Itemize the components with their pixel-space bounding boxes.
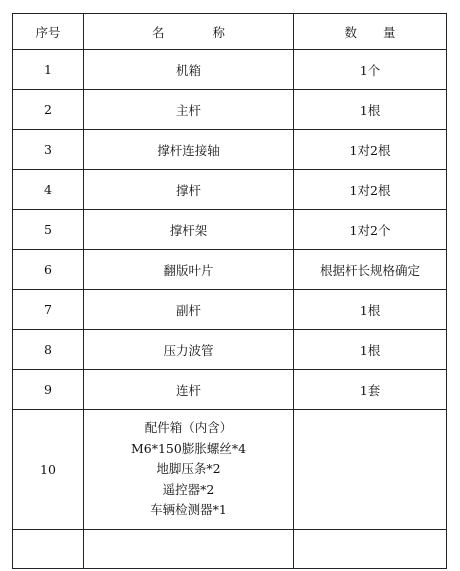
- header-name-char-1: 名: [151, 24, 165, 40]
- header-qty-char-2: 量: [383, 24, 396, 40]
- row-qty: 1根: [294, 90, 447, 130]
- table-row: [13, 370, 447, 410]
- row-qty: 1根: [294, 330, 447, 370]
- table-row: [13, 170, 447, 210]
- row-no: 5: [13, 210, 84, 250]
- accessory-line: M6*150膨胀螺丝*4: [130, 440, 247, 456]
- parts-list-table: [12, 13, 447, 569]
- row-name-accessories: [84, 410, 294, 530]
- table-row: [13, 250, 447, 290]
- row-name: 连杆: [84, 370, 294, 410]
- header-qty-char-1: 数: [344, 24, 357, 40]
- accessory-line: 遥控器*2: [162, 481, 215, 497]
- row-name: 撑杆连接轴: [84, 130, 294, 170]
- row-no: 1: [13, 50, 84, 90]
- table-row-accessories: [13, 410, 447, 530]
- row-qty: 根据杆长规格确定: [294, 250, 447, 290]
- table-row: [13, 330, 447, 370]
- table-row: [13, 90, 447, 130]
- header-qty: [294, 14, 447, 50]
- row-no: 10: [13, 410, 84, 530]
- row-qty: 1套: [294, 370, 447, 410]
- row-qty: 1根: [294, 290, 447, 330]
- row-qty: [294, 410, 447, 530]
- header-name: [84, 14, 294, 50]
- row-no: 6: [13, 250, 84, 290]
- row-name: 压力波管: [84, 330, 294, 370]
- row-no: 4: [13, 170, 84, 210]
- header-no: 序号: [13, 14, 84, 50]
- row-qty: 1对2根: [294, 170, 447, 210]
- table-row-empty: [13, 530, 447, 569]
- row-name: 机箱: [84, 50, 294, 90]
- accessory-line: 车辆检测器*1: [150, 502, 227, 518]
- table-row: [13, 210, 447, 250]
- table-row: [13, 130, 447, 170]
- row-name: 撑杆: [84, 170, 294, 210]
- accessory-line: 地脚压条*2: [156, 461, 221, 477]
- row-name: [84, 530, 294, 569]
- row-no: 3: [13, 130, 84, 170]
- row-qty: 1个: [294, 50, 447, 90]
- row-no: 7: [13, 290, 84, 330]
- row-qty: 1对2根: [294, 130, 447, 170]
- accessory-line: 配件箱（内含）: [144, 420, 233, 436]
- header-name-char-2: 称: [212, 24, 226, 40]
- row-name: 撑杆架: [84, 210, 294, 250]
- row-name: 翻版叶片: [84, 250, 294, 290]
- row-no: 9: [13, 370, 84, 410]
- header-row: [13, 14, 447, 50]
- row-qty: 1对2个: [294, 210, 447, 250]
- row-name: 主杆: [84, 90, 294, 130]
- row-no: 8: [13, 330, 84, 370]
- table-row: [13, 50, 447, 90]
- row-name: 副杆: [84, 290, 294, 330]
- row-no: 2: [13, 90, 84, 130]
- row-no: [13, 530, 84, 569]
- row-qty: [294, 530, 447, 569]
- table-row: [13, 290, 447, 330]
